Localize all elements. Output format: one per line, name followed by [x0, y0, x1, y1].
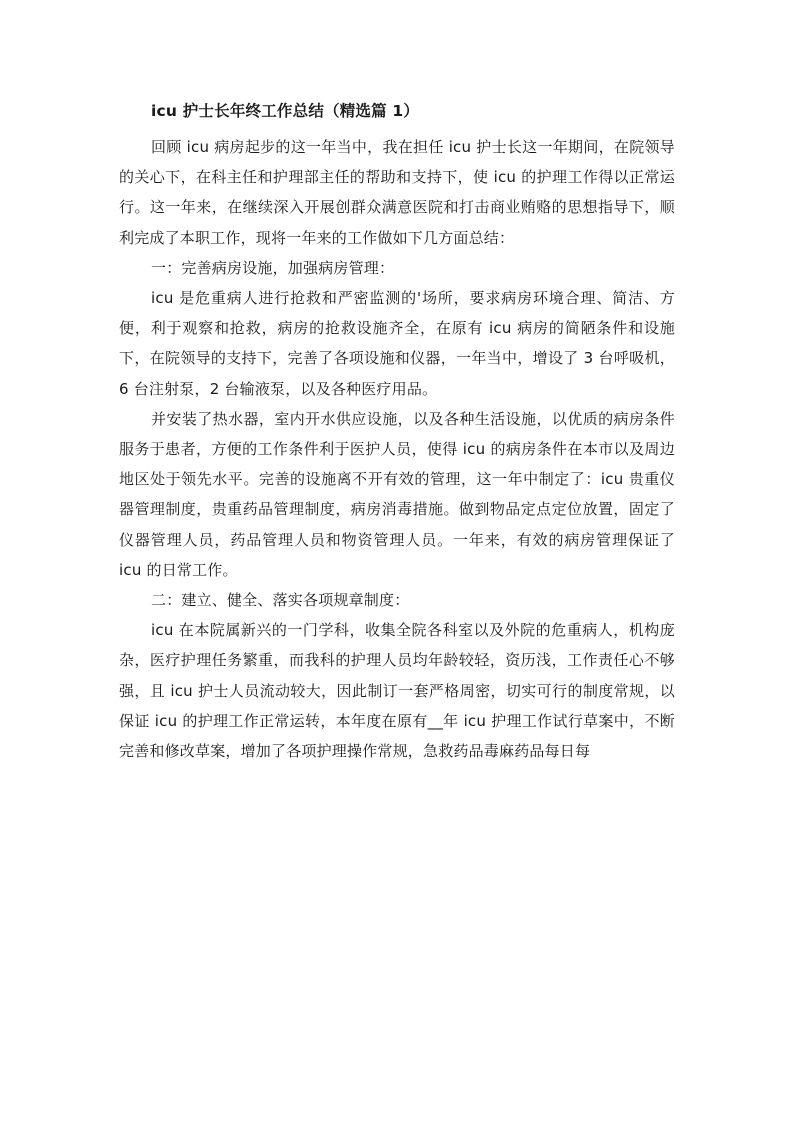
paragraph-regulations: icu 在本院属新兴的一门学科，收集全院各科室以及外院的危重病人，机构庞杂，医疗护理任务繁重，而我科的护理人员均年龄较轻，资历浅，工作责任心不够强，且 icu 护士人员流动较大，因此制订一套严格周密，切实可行的制度常规，以保证 icu 的护理工作正常运转，本年度在原有__年 icu 护理工作试行草案中，不断完善和修改草案，增加了各项护理操作常规，急救药品毒麻药品每日每: [119, 621, 675, 761]
paragraph-management: 并安装了热水器，室内开水供应设施，以及各种生活设施，以优质的病房条件服务于患者，方便的工作条件利于医护人员，使得 icu 的病房条件在本市以及周边地区处于领先水平。完善的设施离不开有效的管理，这一年中制定了：icu 贵重仪器管理制度，贵重药品管理制度，病房消毒措施。做到物品定点定位放置，固定了仪器管理人员，药品管理人员和物资管理人员。一年来，有效的病房管理保证了 icu 的日常工作。: [119, 409, 675, 579]
section-heading-2: 二：建立、健全、落实各项规章制度：: [151, 591, 410, 610]
paragraph-facilities: icu 是危重病人进行抢救和严密监测的'场所，要求病房环境合理、简洁、方便，利于观察和抢救，病房的抢救设施齐全，在原有 icu 病房的简陋条件和设施下，在院领导的支持下，完善了各项设施和仪器，一年当中，增设了 3 台呼吸机，6 台注射泵，2 台输液泵，以及各种医疗用品。: [119, 289, 675, 398]
document-page: [119, 100, 675, 766]
paragraph-intro: 回顾 icu 病房起步的这一年当中，我在担任 icu 护士长这一年期间，在院领导的关心下，在科主任和护理部主任的帮助和支持下，使 icu 的护理工作得以正常运行。这一年来，在继续深入开展创群众满意医院和打击商业贿赂的思想指导下，顺利完成了本职工作，现将一年来的工作做如下几方面总结：: [119, 138, 675, 247]
section-heading-1: 一：完善病房设施，加强病房管理：: [151, 258, 395, 277]
document-title: icu 护士长年终工作总结（精选篇 1）: [151, 102, 420, 120]
